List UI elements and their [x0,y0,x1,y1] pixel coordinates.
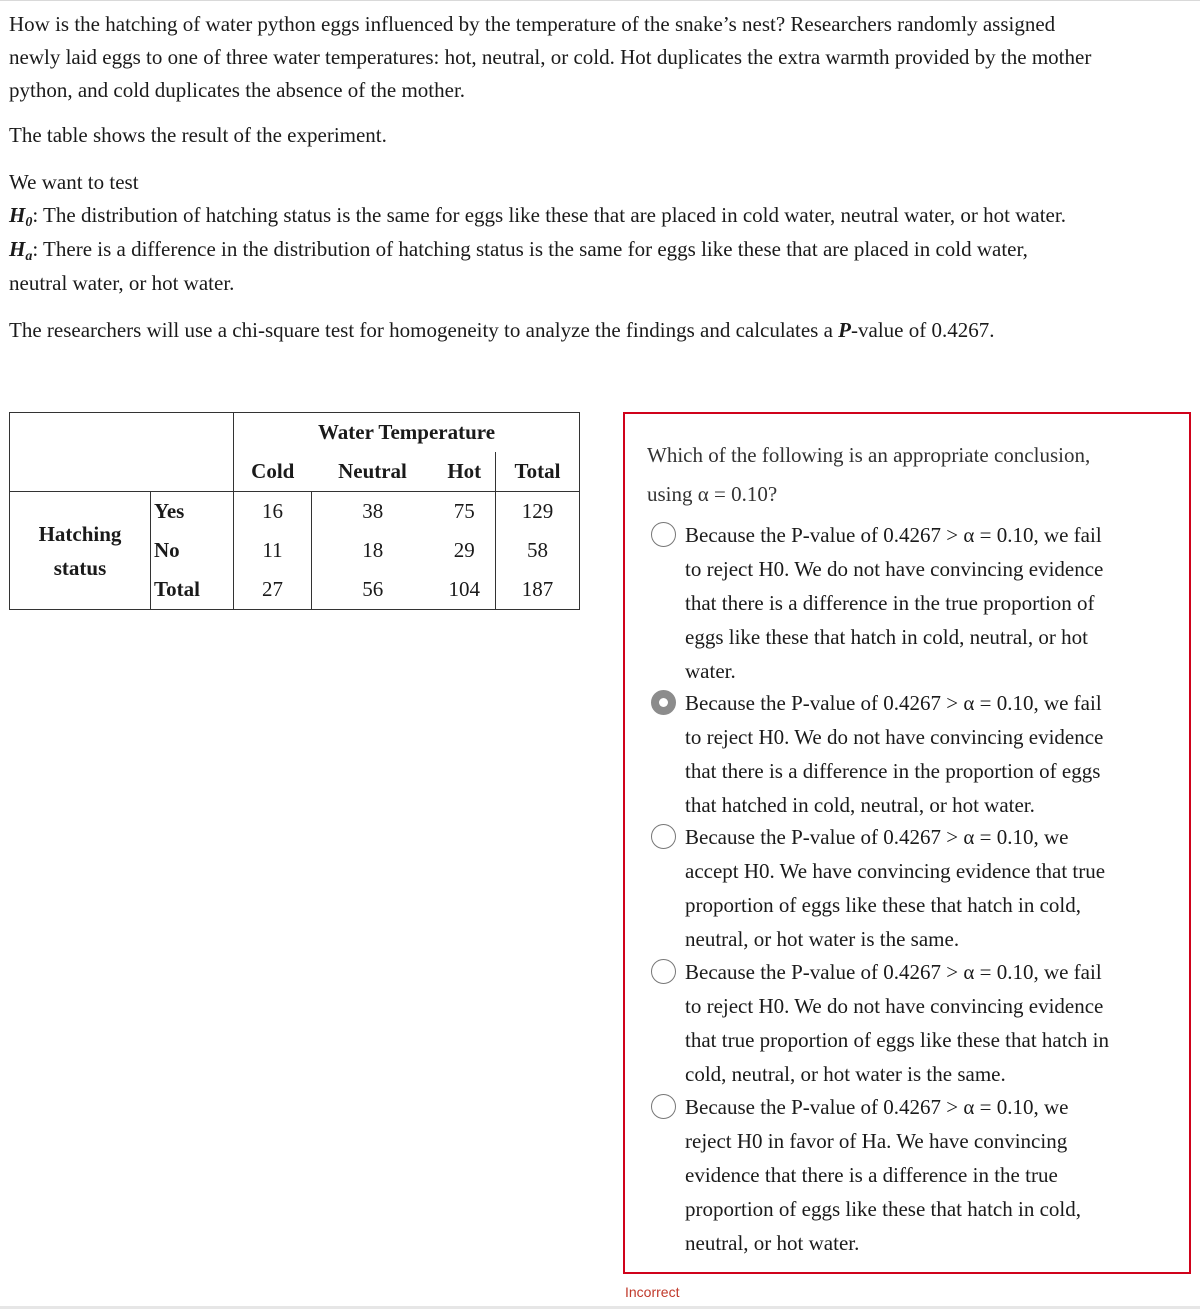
empty-corner-lower [10,452,234,492]
table-row [10,492,580,532]
question-panel [623,412,1191,1274]
intro-line-1: How is the hatching of water python eggs influenced by the temperature of the snake’s nest? Researchers randomly assigned [9,12,1056,36]
intro-line-2: newly laid eggs to one of three water temperatures: hot, neutral, or cold. Hot duplicates the extra warmth provided by the mother [9,45,1092,69]
top-divider [0,0,1200,1]
cell-total-neutral: 56 [312,570,434,610]
question-prompt: Which of the following is an appropriate conclusion, using α = 0.10? [647,443,1091,506]
alt-hypothesis: $H_a$: There is a difference in the distribution of hatching status is the same for eggs like these that are placed in cold water, [9,237,1028,264]
col-header-cold: Cold [234,452,312,492]
answer-option-text: Because the P-value of 0.4267 > α = 0.10, we fail to reject H0. We do not have convincing evidence that there is a difference in the true proportion of eggs like these that hatch in cold, neutral, or hot water. [685,523,1104,683]
cell-yes-neutral: 38 [312,492,434,532]
row-label-yes: Yes [151,492,234,532]
hatching-status-label: Hatching status [10,492,151,610]
water-temperature-header: Water Temperature [234,413,580,453]
empty-corner [10,413,234,453]
hatching-table [9,412,580,610]
answer-option-text: Because the P-value of 0.4267 > α = 0.10, we fail to reject H0. We do not have convincing evidence that there is a difference in the proportion of eggs that hatched in cold, neutral, or hot water. [685,691,1104,817]
answer-option-text: Because the P-value of 0.4267 > α = 0.10, we accept H0. We have convincing evidence that true proportion of eggs like these that hatch in cold, neutral, or hot water is the same. [685,825,1106,951]
row-label-total: Total [151,570,234,610]
cell-no-neutral: 18 [312,531,434,570]
radio-button[interactable] [651,959,676,984]
cell-yes-total: 129 [496,492,580,532]
answer-option-text: Because the P-value of 0.4267 > α = 0.10, we reject H0 in favor of Ha. We have convincing evidence that there is a difference in the true proportion of eggs like these that hatch in cold, neutral, or hot water. [685,1095,1081,1255]
radio-button[interactable] [651,824,676,849]
col-header-neutral: Neutral [338,459,407,483]
table-header-row [10,413,580,453]
intro-line-3: python, and cold duplicates the absence of the mother. [9,78,466,102]
column-header-row [10,452,580,492]
null-hypothesis: $H_0$: The distribution of hatching status is the same for eggs like these that are placed in cold water, neutral water, or hot water. [9,203,1066,230]
table-note: The table shows the result of the experiment. [9,123,387,147]
cell-no-total: 58 [496,531,580,570]
cell-yes-hot: 75 [434,492,496,532]
col-header-hot: Hot [434,452,496,492]
radio-button-selected[interactable] [651,690,676,715]
cell-total-cold: 27 [234,570,312,610]
cell-yes-cold: 16 [234,492,312,532]
cell-total-hot: 104 [434,570,496,610]
cell-no-cold: 11 [234,531,312,570]
cell-total-total: 187 [496,570,580,610]
alt-hypothesis-cont: neutral water, or hot water. [9,271,235,295]
radio-button[interactable] [651,522,676,547]
test-intro: We want to test [9,170,139,194]
cell-no-hot: 29 [434,531,496,570]
method-text: The researchers will use a chi-square test for homogeneity to analyze the findings and calculates a P-value of 0.4267. [9,318,995,342]
answer-option-text: Because the P-value of 0.4267 > α = 0.10, we fail to reject H0. We do not have convincing evidence that true proportion of eggs like these that hatch in cold, neutral, or hot water is the same. [685,960,1109,1086]
radio-button[interactable] [651,1094,676,1119]
col-header-total: Total [496,452,580,492]
incorrect-status: Incorrect [625,1284,680,1300]
row-label-no: No [151,531,234,570]
